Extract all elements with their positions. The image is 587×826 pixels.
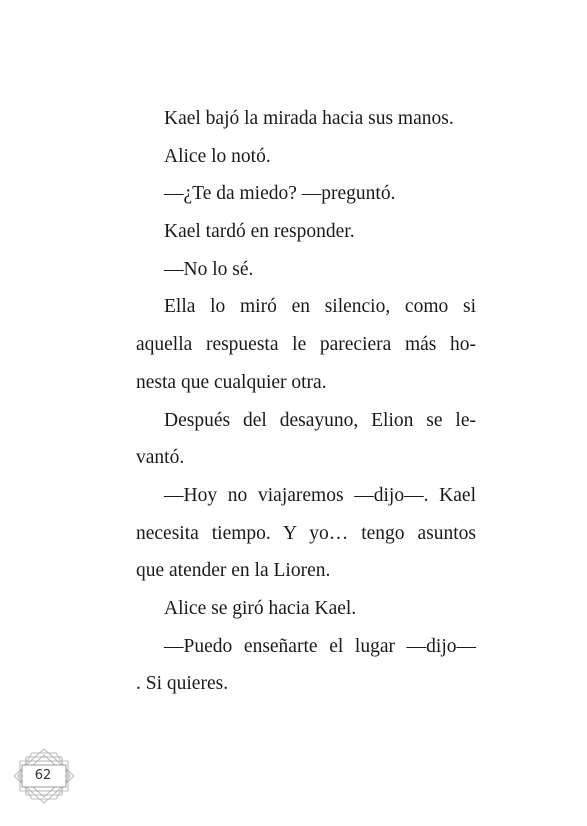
page-body xyxy=(136,100,476,703)
text-line: necesita tiempo. Y yo… tengo asuntos xyxy=(136,522,476,544)
paragraph xyxy=(136,477,476,590)
page-number: 62 xyxy=(34,768,52,783)
paragraph xyxy=(136,590,476,628)
text-line: —¿Te da miedo? —preguntó. xyxy=(164,183,396,205)
text-line: —Hoy no viajaremos —dijo—. Kael xyxy=(164,484,476,506)
text-line: —Puedo enseñarte el lugar —dijo— xyxy=(164,635,476,657)
text-line: Alice lo notó. xyxy=(164,145,271,167)
text-line: que atender en la Lioren. xyxy=(136,560,331,582)
paragraph xyxy=(136,251,476,289)
text-line: aquella respuesta le pareciera más ho- xyxy=(136,334,476,356)
paragraph xyxy=(136,288,476,401)
text-line: —No lo sé. xyxy=(164,258,254,280)
text-line: Ella lo miró en silencio, como si xyxy=(164,296,476,318)
paragraph xyxy=(136,213,476,251)
paragraph xyxy=(136,100,476,138)
text-line: Después del desayuno, Elion se le- xyxy=(164,409,476,431)
text-line: Kael bajó la mirada hacia sus manos. xyxy=(164,108,454,129)
text-line: Kael tardó en responder. xyxy=(164,221,355,243)
paragraph xyxy=(136,138,476,176)
paragraph xyxy=(136,628,476,703)
text-line: . Si quieres. xyxy=(136,673,229,695)
text-line: vantó. xyxy=(136,447,185,469)
paragraph xyxy=(136,402,476,477)
paragraph xyxy=(136,175,476,213)
text-line: Alice se giró hacia Kael. xyxy=(164,597,357,619)
text-line: nesta que cualquier otra. xyxy=(136,371,327,393)
